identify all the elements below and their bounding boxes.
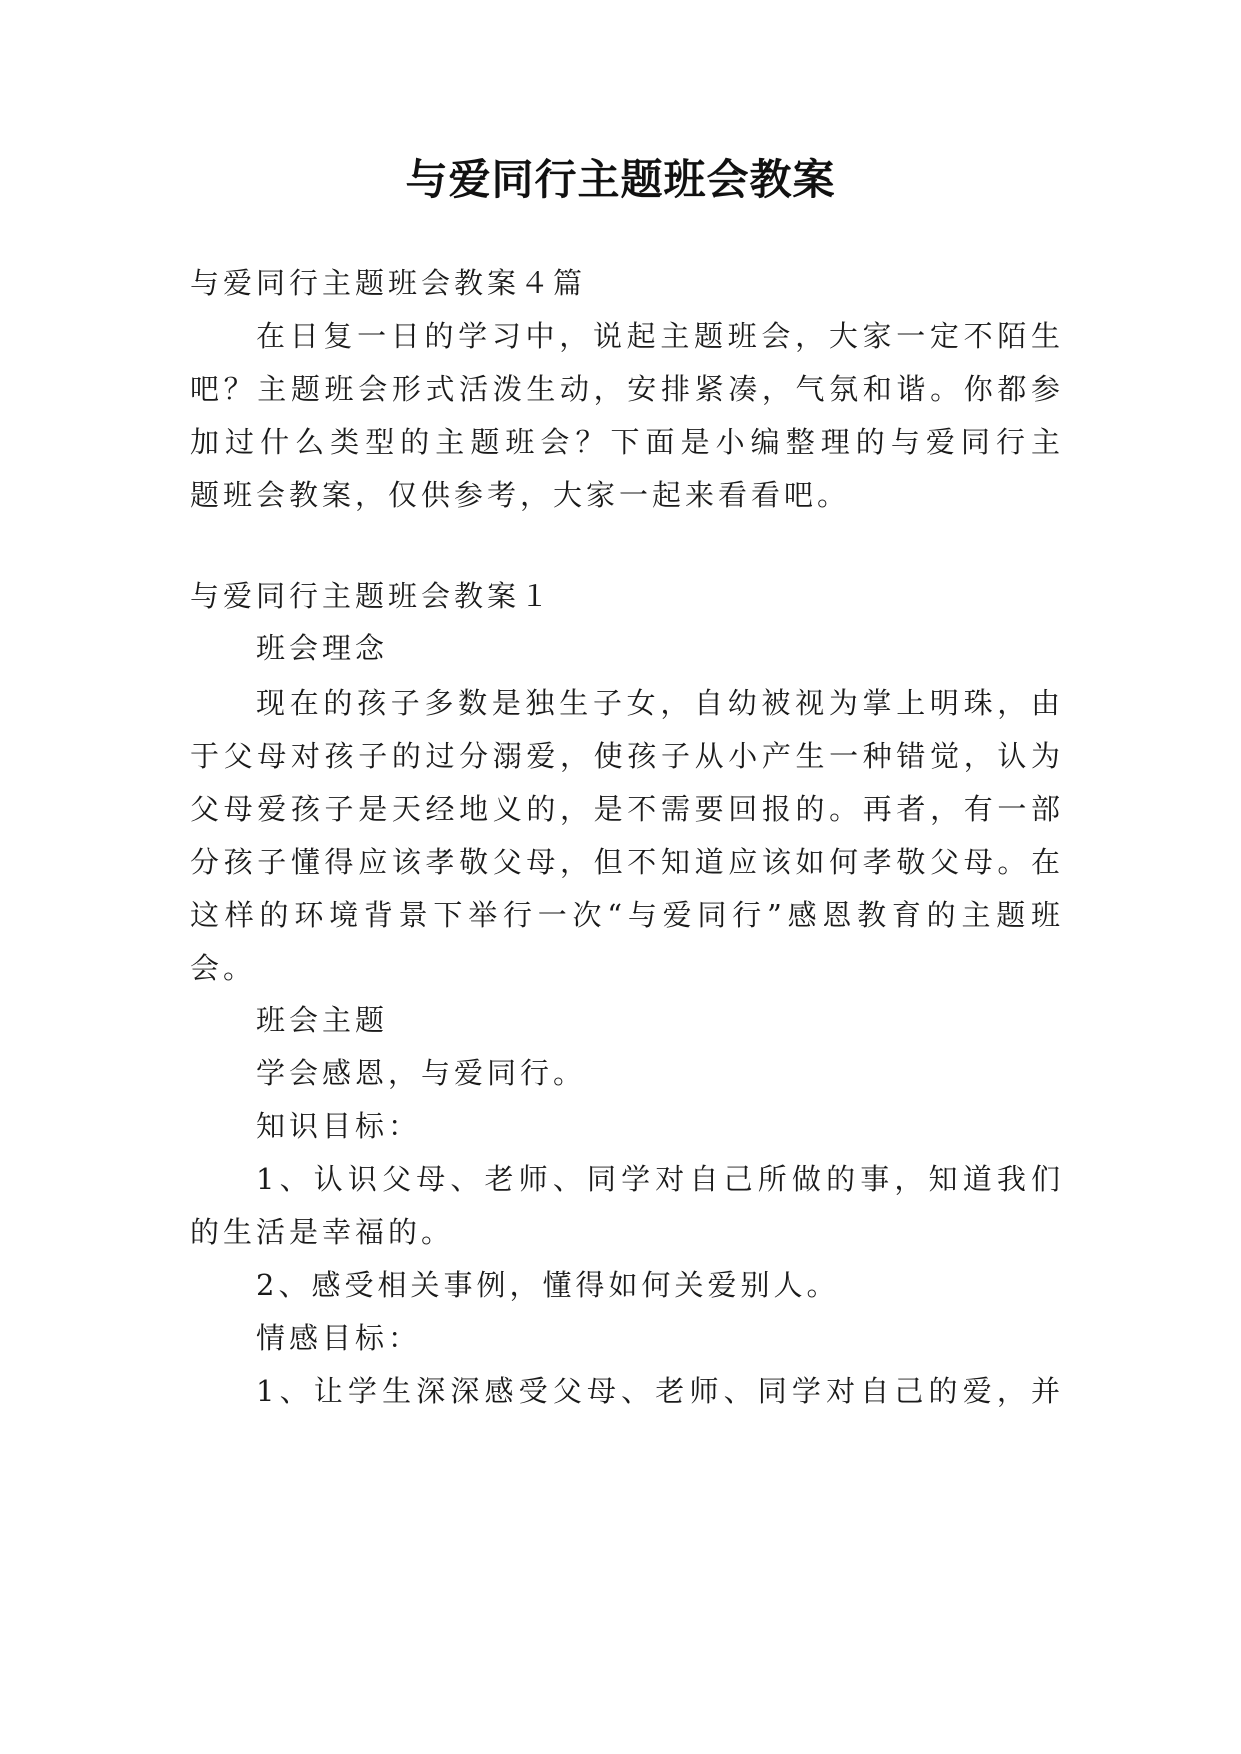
paragraph-line: 在日复一日的学习中，说起主题班会，大家一定不陌生 bbox=[256, 319, 1060, 353]
subheading: 情感目标： bbox=[256, 1321, 422, 1355]
paragraph-line: 的生活是幸福的。 bbox=[190, 1215, 455, 1249]
paragraph-line: 2、感受相关事例，懂得如何关爱别人。 bbox=[256, 1268, 840, 1302]
paragraph-line: 这样的环境背景下举行一次“与爱同行”感恩教育的主题班 bbox=[190, 898, 1060, 932]
subheading: 班会理念 bbox=[256, 631, 389, 665]
paragraph-line: 吧？主题班会形式活泼生动，安排紧凑，气氛和谐。你都参 bbox=[190, 372, 1060, 406]
paragraph-line: 题班会教案，仅供参考，大家一起来看看吧。 bbox=[190, 478, 851, 512]
paragraph-line: 1、认识父母、老师、同学对自己所做的事，知道我们 bbox=[256, 1162, 1060, 1196]
paragraph-line: 现在的孩子多数是独生子女，自幼被视为掌上明珠，由 bbox=[256, 686, 1060, 720]
paragraph-line: 父母爱孩子是天经地义的，是不需要回报的。再者，有一部 bbox=[190, 792, 1060, 826]
section-heading: 与爱同行主题班会教案４篇 bbox=[190, 266, 587, 300]
document-title: 与爱同行主题班会教案 bbox=[405, 155, 836, 204]
paragraph-line: 于父母对孩子的过分溺爱，使孩子从小产生一种错觉，认为 bbox=[190, 739, 1060, 773]
paragraph-line: 学会感恩，与爱同行。 bbox=[256, 1056, 587, 1090]
subheading: 知识目标： bbox=[256, 1109, 422, 1143]
subheading: 班会主题 bbox=[256, 1003, 389, 1037]
paragraph-line: 加过什么类型的主题班会？下面是小编整理的与爱同行主 bbox=[190, 425, 1060, 459]
section-heading: 与爱同行主题班会教案１ bbox=[190, 579, 554, 613]
paragraph-line: 会。 bbox=[190, 951, 257, 985]
paragraph-line: 分孩子懂得应该孝敬父母，但不知道应该如何孝敬父母。在 bbox=[190, 845, 1060, 879]
paragraph-line: 1、让学生深深感受父母、老师、同学对自己的爱，并 bbox=[256, 1374, 1060, 1408]
